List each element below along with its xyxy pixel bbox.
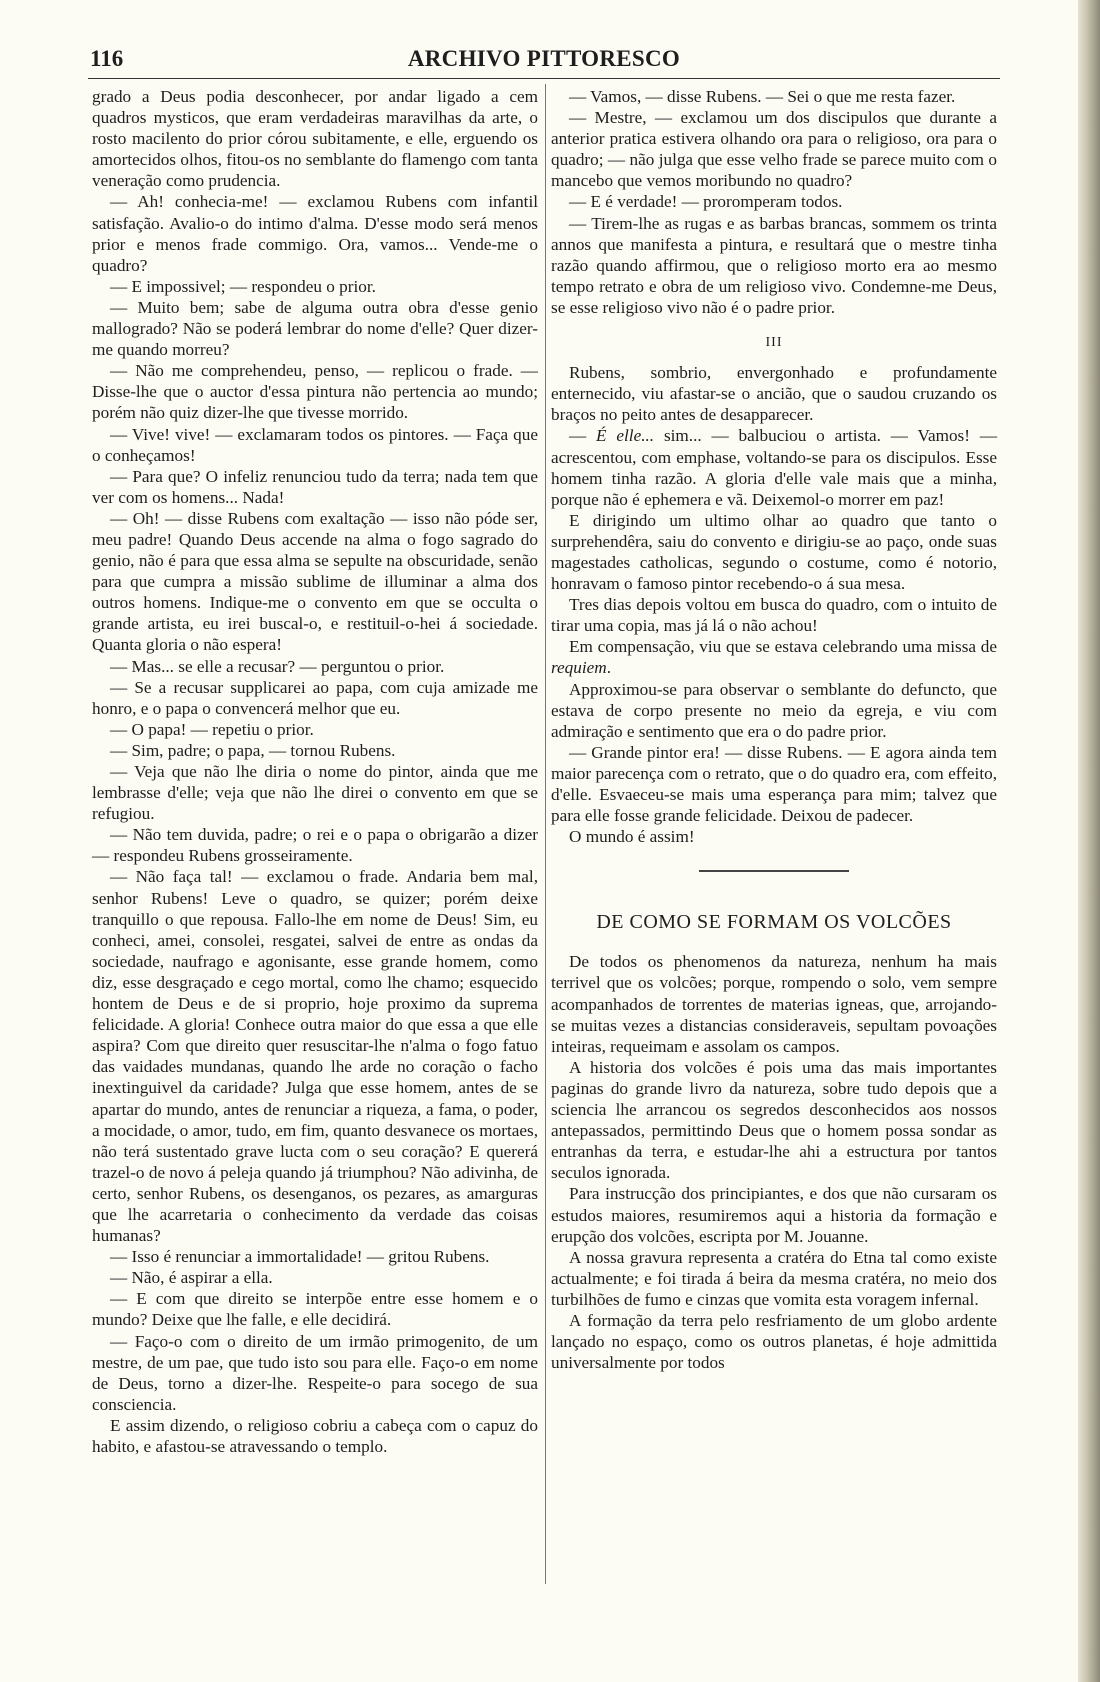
paragraph: — Vamos, — disse Rubens. — Sei o que me resta fazer. bbox=[569, 87, 956, 106]
requiem-word: requiem bbox=[551, 658, 607, 678]
paragraph: A historia dos volcões é pois uma das mais importantes paginas do grande livro da natureza, sobre tudo depois que a sciencia lhe arrancou os segredos desconhecidos aos nossos antepassados, permittindo Deus que o homem possa sondar as entranhas da terra, e estudar-lhe ahi a estructura por tantos seculos ignorada. bbox=[551, 1057, 997, 1183]
paragraph: — Tirem-lhe as rugas e as barbas brancas, sommem os trinta annos que manifesta a pintura, e resultará que o mestre tinha razão quando affirmou, que o religioso morto era ao mesmo tempo retrato e obra de um religioso vivo. Condemne-me Deus, se esse religioso vivo não é o padre prior. bbox=[551, 213, 997, 317]
paragraph: — E é verdade! — proromperam todos. bbox=[569, 192, 843, 212]
left-column bbox=[92, 86, 538, 1457]
running-title: ARCHIVO PITTORESCO bbox=[407, 46, 681, 71]
paragraph: — E impossivel; — respondeu o prior. bbox=[110, 276, 376, 296]
paragraph: — Muito bem; sabe de alguma outra obra d'esse genio mallogrado? Não se poderá lembrar do nome d'elle? Quer dizer-me quando morreu? bbox=[92, 297, 538, 360]
paragraph: Rubens, sombrio, envergonhado e profundamente enternecido, viu afastar-se o ancião, que o saudou cruzando os braços no peito antes de desapparecer. bbox=[551, 363, 997, 425]
paragraph: E assim dizendo, o religioso cobriu a cabeça com o capuz do habito, e afastou-se atravessando o templo. bbox=[92, 1415, 538, 1456]
paragraph: — Se a recusar supplicarei ao papa, com cuja amizade me honro, e o papa o convencerá melhor que eu. bbox=[92, 677, 538, 718]
paragraph: A nossa gravura representa a cratéra do Etna tal como existe actualmente; e foi tirada á beira da mesma cratéra, no meio dos turbilhões de fumo e cinzas que vomita esta voragem infernal. bbox=[551, 1247, 997, 1309]
paragraph: — Não tem duvida, padre; o rei e o papa o obrigarão a dizer — respondeu Rubens grosseiramente. bbox=[92, 825, 538, 866]
section-rule bbox=[699, 870, 849, 872]
paragraph: Approximou-se para observar o semblante do defuncto, que estava de corpo presente no meio da egreja, e viu com admiração e sentimento que era o do padre prior. bbox=[551, 679, 997, 741]
paragraph: Para instrucção dos principiantes, e dos que não cursaram os estudos maiores, resumiremos aqui a historia da formação e erupção dos volcões, escripta por M. Jouanne. bbox=[551, 1184, 997, 1246]
paragraph: — Não faça tal! — exclamou o frade. Andaria bem mal, senhor Rubens! Leve o quadro, se quizer; porém deixe tranquillo o que repousa. Fallo-lhe em nome de Deus! Sim, eu conheci, amei, consolei, resgatei, salvei de entre as ondas da sociedade, naufrago e agonisante, esse grande homem, como diz, esse desgraçado e cego mortal, como lhe chamo; esquecido hontem de Deus e de si proprio, hoje proximo da suprema felicidade. A gloria! Conhece outra maior do que essa a que elle aspira? Com que direito quer resuscitar-lhe n'alma o fogo fatuo das vaidades mundanas, quando lhe arde no coração o facho inextinguivel da caridade? Julga que esse homem, antes de se apartar do mundo, antes de renunciar a riqueza, a fama, o poder, a mocidade, o amor, tudo, em fim, quanto desvanece os mortaes, não terá sustentado grave lucta com o seu coração? E quererá trazel-o de novo á peleja quando já triumphou? Não adivinha, de certo, senhor Rubens, os desenganos, os pezares, as amarguras que lhe acarretaria o conhecimento da verdade das coisas humanas? bbox=[92, 867, 538, 1246]
paragraph: A formação da terra pelo resfriamento de um globo ardente lançado no espaço, como os outros planetas, é hoje admittida universalmente por todos bbox=[551, 1310, 997, 1373]
page-edge bbox=[1078, 0, 1100, 1682]
paragraph: O mundo é assim! bbox=[569, 827, 695, 847]
requiem-period: . bbox=[606, 658, 611, 678]
right-column bbox=[551, 86, 997, 1373]
article-title: DE COMO SE FORMAM OS VOLCÕES bbox=[596, 911, 952, 934]
paragraph: — Ah! conhecia-me! — exclamou Rubens com infantil satisfação. Avalio-o do intimo d'alma. D'esse modo será menos prior e menos frade commigo. Ora, vamos... Vende-me o quadro? bbox=[92, 192, 538, 275]
paragraph: — Veja que não lhe diria o nome do pintor, ainda que me lembrasse d'elle; veja que não lhe direi o convento em que se refugiou. bbox=[92, 762, 538, 824]
paragraph: De todos os phenomenos da natureza, nenhum ha mais terrivel que os volcões; porque, rompendo o solo, vem sempre acompanhados de torrentes de materias igneas, que, arrojando-se muitas vezes a distancias consideraveis, sepultam povoações inteiras, requeimam e assolam os campos. bbox=[551, 952, 997, 1056]
requiem-text: Em compensação, viu que se estava celebrando uma missa de bbox=[569, 637, 997, 657]
paragraph: — Mas... se elle a recusar? — perguntou o prior. bbox=[110, 656, 445, 676]
paragraph: — É elle... sim... — balbuciou o artista. — Vamos! — acrescentou, com emphase, voltando-se para os discipulos. Esse homem tinha razão. A gloria d'elle vale mais que a minha, porque não é ephemera e vã. Deixemol-o morrer em paz! bbox=[551, 426, 998, 509]
paragraph: — Vive! vive! — exclamaram todos os pintores. — Faça que o conheçamos! bbox=[92, 424, 538, 465]
section-numeral: III bbox=[765, 335, 783, 351]
column-divider bbox=[545, 84, 546, 1584]
paragraph: — Para que? O infeliz renunciou tudo da terra; nada tem que ver com os homens... Nada! bbox=[92, 466, 538, 507]
paragraph: grado a Deus podia desconhecer, por andar ligado a cem quadros mysticos, que eram verdadeiras maravilhas da arte, o rosto macilento do prior córou subitamente, e elle, erguendo os amortecidos olhos, fitou-os no semblante do flamengo com tanta veneração como prudencia. bbox=[92, 87, 538, 191]
paragraph: — Mestre, — exclamou um dos discipulos que durante a anterior pratica estivera olhando ora para o religioso, ora para o quadro; — não julga que esse velho frade se parece muito com o mancebo que vemos moribundo no quadro? bbox=[551, 108, 997, 191]
paragraph: — Grande pintor era! — disse Rubens. — E agora ainda tem maior parecença com o retrato, que o do quadro era, com effeito, d'elle. Esvaeceu-se mais uma esperança para mim; talvez que para elle fosse grande felicidade. Deixou de padecer. bbox=[551, 742, 997, 826]
paragraph: — Isso é renunciar a immortalidade! — gritou Rubens. bbox=[110, 1247, 490, 1267]
paragraph: Tres dias depois voltou em busca do quadro, com o intuito de tirar uma copia, mas já lá o não achou! bbox=[551, 595, 997, 636]
exclamation-text: sim... — balbuciou o artista. — Vamos! — acrescentou, com emphase, voltando-se para os discipulos. Esse homem tinha razão. A gloria d'elle vale mais que a minha, porque não é ephemera e vã. Deixemol-o morrer em paz! bbox=[551, 426, 998, 509]
paragraph: — E com que direito se interpõe entre esse homem e o mundo? Deixe que lhe falle, e elle decidirá. bbox=[92, 1289, 538, 1330]
paragraph: — Sim, padre; o papa, — tornou Rubens. bbox=[110, 740, 396, 760]
paragraph: — Faço-o com o direito de um irmão primogenito, de um mestre, de um pae, que tudo isto sou para elle. Faço-o em nome de Deus, torno a dizer-lhe. Respeite-o para socego de sua consciencia. bbox=[92, 1331, 538, 1414]
paragraph: — Não me comprehendeu, penso, — replicou o frade. — Disse-lhe que o auctor d'essa pintura não pertencia ao mundo; porém não quiz dizer-lhe que tivesse morrido. bbox=[92, 361, 538, 423]
paragraph: — O papa! — repetiu o prior. bbox=[110, 719, 314, 739]
page-number: 116 bbox=[90, 46, 124, 71]
paragraph: — Não, é aspirar a ella. bbox=[110, 1268, 273, 1288]
page-header bbox=[88, 44, 1000, 79]
paragraph: E dirigindo um ultimo olhar ao quadro que tanto o surprehendêra, saiu do convento e dirigiu-se ao paço, onde suas magestades catholicas, segundo o costume, como é notorio, honravam o famoso pintor recebendo-o á sua mesa. bbox=[551, 510, 997, 594]
paragraph bbox=[551, 636, 997, 678]
italic-exclamation: É elle... bbox=[596, 426, 655, 446]
paragraph: — Oh! — disse Rubens com exaltação — isso não póde ser, meu padre! Quando Deus accende na alma o fogo sagrado do genio, não é para que essa alma se sepulte na obscuridade, senão para que cumpra a missão sublime de illuminar a alma dos outros homens. Indique-me o convento em que se occulta o grande artista, eu irei buscal-o, e restituil-o-hei á sociedade. Quanta gloria o não espera! bbox=[92, 508, 538, 655]
